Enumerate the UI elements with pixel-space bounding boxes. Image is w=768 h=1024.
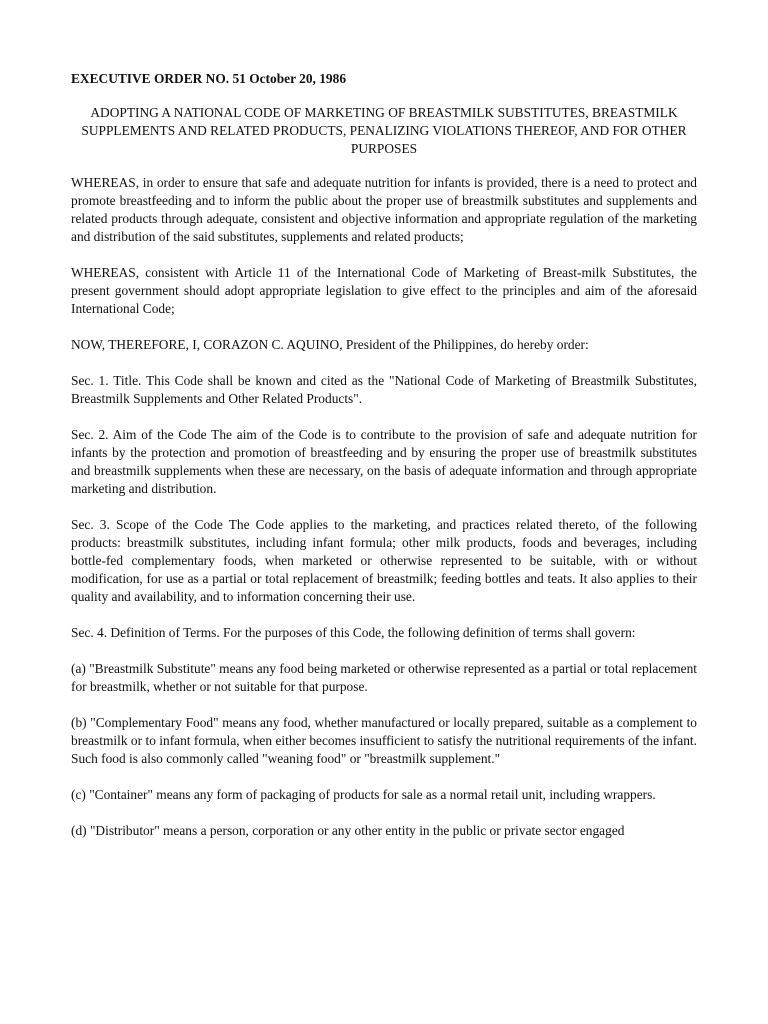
paragraph-sec-3: Sec. 3. Scope of the Code The Code applies to the marketing, and practices related thereto, of the following products: breastmilk substitutes, including infant formula; other milk products, foods and beverages, including bottle-fed complementary foods, when marketed or otherwise represented to be suitable, with or without modification, for use as a partial or total replacement of breastmilk; feeding bottles and teats. It also applies to their quality and availability, and to information concerning their use. (71, 517, 697, 604)
paragraph-definition-b: (b) "Complementary Food" means any food, whether manufactured or locally prepared, suitable as a complement to breastmilk or to infant formula, when either becomes insufficient to satisfy the nutritional requirements of the infant. Such food is also commonly called "weaning food" or "breastmilk supplement." (71, 715, 697, 766)
paragraph-sec-4: Sec. 4. Definition of Terms. For the purposes of this Code, the following definition of terms shall govern: (71, 625, 636, 640)
paragraph-definition-d: (d) "Distributor" means a person, corporation or any other entity in the public or private sector engaged (71, 823, 625, 838)
paragraph-sec-1: Sec. 1. Title. This Code shall be known and cited as the "National Code of Marketing of Breastmilk Substitutes, Breastmilk Supplements and Other Related Products". (71, 373, 697, 406)
paragraph-whereas-1: WHEREAS, in order to ensure that safe and adequate nutrition for infants is provided, there is a need to protect and promote breastfeeding and to inform the public about the proper use of breastmilk substitutes and supplements and related products through adequate, consistent and objective information and appropriate regulation of the marketing and distribution of the said substitutes, supplements and related products; (71, 175, 697, 244)
paragraph-now-therefore: NOW, THEREFORE, I, CORAZON C. AQUINO, President of the Philippines, do hereby order: (71, 337, 589, 352)
document-page (71, 70, 697, 858)
document-title: ADOPTING A NATIONAL CODE OF MARKETING OF BREASTMILK SUBSTITUTES, BREASTMILK SUPPLEMENTS AND RELATED PRODUCTS, PENALIZING VIOLATIONS THEREOF, AND FOR OTHER PURPOSES (81, 105, 687, 156)
document-heading: EXECUTIVE ORDER NO. 51 October 20, 1986 (71, 71, 347, 86)
paragraph-whereas-2: WHEREAS, consistent with Article 11 of the International Code of Marketing of Breast-milk Substitutes, the present government should adopt appropriate legislation to give effect to the principles and aim of the aforesaid International Code; (71, 265, 697, 316)
paragraph-definition-c: (c) "Container" means any form of packaging of products for sale as a normal retail unit, including wrappers. (71, 787, 656, 802)
paragraph-sec-2: Sec. 2. Aim of the Code The aim of the Code is to contribute to the provision of safe and adequate nutrition for infants by the protection and promotion of breastfeeding and by ensuring the proper use of breastmilk substitutes and breastmilk supplements when these are necessary, on the basis of adequate information and through appropriate marketing and distribution. (71, 427, 697, 496)
paragraph-definition-a: (a) "Breastmilk Substitute" means any food being marketed or otherwise represented as a partial or total replacement for breastmilk, whether or not suitable for that purpose. (71, 661, 697, 694)
